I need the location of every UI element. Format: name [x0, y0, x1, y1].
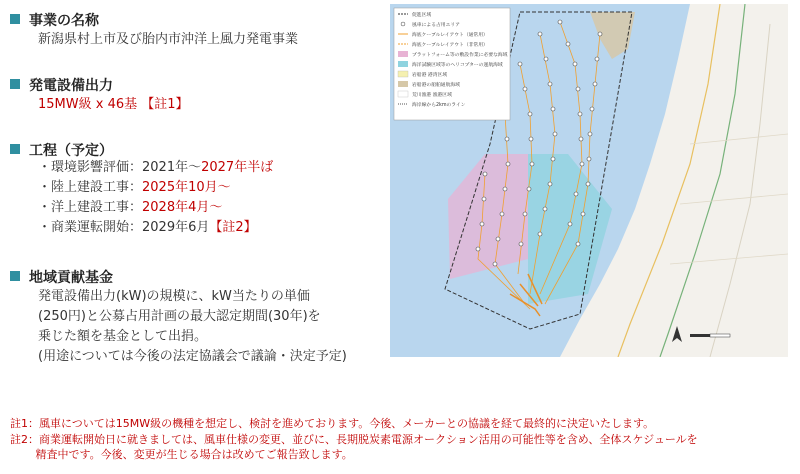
- section-heading: 地域貢献基金: [29, 270, 113, 286]
- legend-item: 風車による占用エリア: [412, 23, 460, 28]
- schedule-row: [38, 160, 273, 176]
- scale-bar: [690, 334, 730, 337]
- schedule-row: [38, 200, 222, 216]
- section-heading: 事業の名称: [29, 13, 99, 29]
- schedule-value: 2021年〜: [142, 160, 202, 175]
- fund-line: 発電設備出力(kW)の規模に、kW当たりの単価: [38, 289, 310, 304]
- fund-line: (250円)と公募占用計画の最大認定期間(30年)を: [38, 309, 321, 324]
- schedule-value-highlight: 2028年4月〜: [142, 200, 223, 215]
- section-heading: 発電設備出力: [29, 78, 113, 94]
- schedule-value: 2029年6月: [142, 220, 210, 235]
- schedule-row: [38, 180, 231, 196]
- legend-item: 促進区域: [412, 13, 432, 18]
- legend-item: 海岸線から2kmのライン: [412, 103, 466, 108]
- map-legend: [394, 8, 510, 120]
- bullet-square-icon: [10, 14, 20, 24]
- schedule-label: ・陸上建設工事：: [38, 180, 143, 195]
- schedule-row: [38, 220, 257, 236]
- fund-line: (用途については今後の法定協議会で議論・決定予定): [38, 349, 347, 364]
- legend-item: 海底ケーブルレイアウト（非常用）: [412, 43, 488, 48]
- capacity-value: 15MW級 x 46基: [38, 97, 138, 112]
- legend-item: 岩船港 港湾区域: [412, 73, 448, 78]
- legend-item: 荒川漁港 漁港区域: [412, 93, 452, 98]
- legend-item: 海洋試験区域等のヘリコプターの運航海域: [412, 63, 503, 68]
- note-ref-2: 【註2】: [209, 220, 257, 235]
- footnote-1: 註1：風車については15MW級の機種を想定し、検討を進めております。今後、メーカーとの協議を経て最終的に決定いたします。: [10, 417, 655, 430]
- fund-line: 乗じた額を基金として出捐。: [38, 329, 208, 344]
- legend-item: 岩船港の船舶通航海域: [412, 83, 460, 88]
- schedule-label: ・商業運転開始：: [38, 220, 143, 235]
- schedule-value-highlight: 2027年半ば: [201, 160, 274, 175]
- site-map: [390, 4, 788, 357]
- project-name: 新潟県村上市及び胎内市沖洋上風力発電事業: [38, 32, 299, 47]
- schedule-label: ・洋上建設工事：: [38, 200, 143, 215]
- section-heading: 工程（予定）: [29, 143, 113, 159]
- note-ref-1: 【註1】: [141, 97, 189, 112]
- schedule-value-highlight: 2025年10月〜: [142, 180, 231, 195]
- footnote-2: 註2：商業運転開始日に就きましては、風車仕様の変更、並びに、長期脱炭素電源オークション活用の可能性等を含め、全体スケジュールを: [10, 433, 698, 446]
- footnote-2-cont: 精査中です。今後、変更が生じる場合は改めてご報告致します。: [10, 448, 353, 461]
- capacity-line: [38, 97, 189, 113]
- bullet-square-icon: [10, 271, 20, 281]
- bullet-square-icon: [10, 79, 20, 89]
- legend-item: 海底ケーブルレイアウト（通常用）: [412, 33, 488, 38]
- bullet-square-icon: [10, 144, 20, 154]
- legend-item: プラットフォーム等の敷設作業に必要な海域: [412, 53, 508, 58]
- schedule-label: ・環境影響評価：: [38, 160, 143, 175]
